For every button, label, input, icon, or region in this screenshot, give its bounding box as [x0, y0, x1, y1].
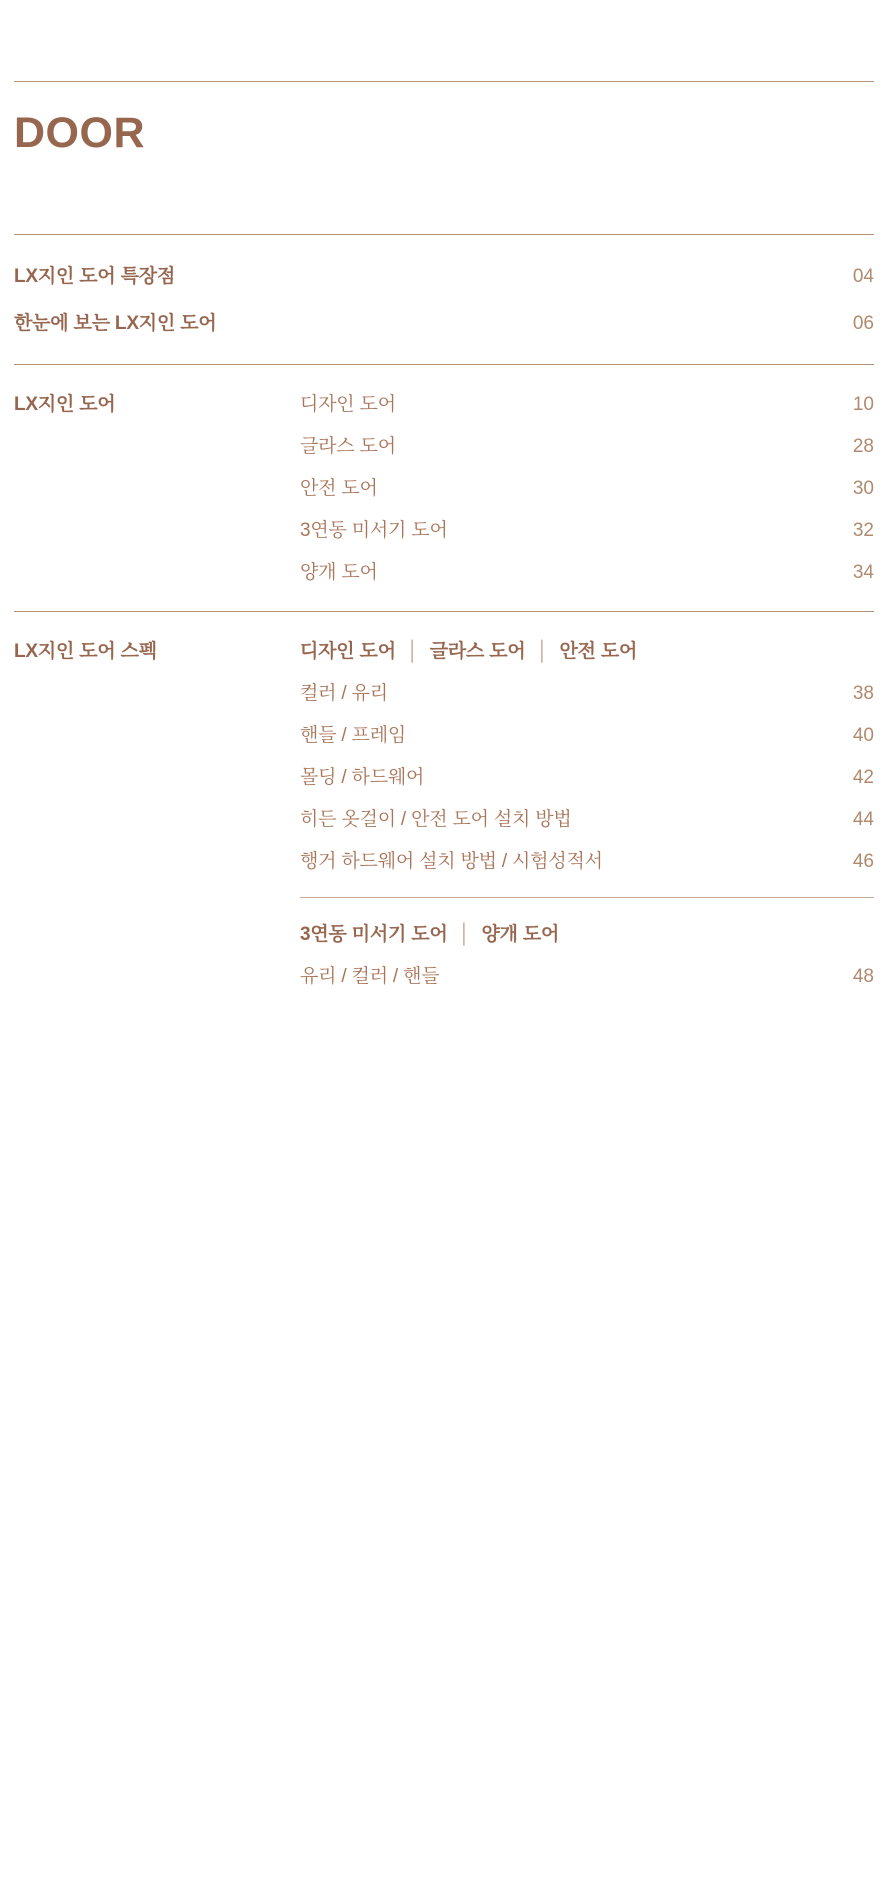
- list-item[interactable]: [300, 557, 874, 584]
- toc-entry-name: 몰딩 / 하드웨어: [300, 767, 425, 789]
- toc-entry-page: 32: [852, 520, 874, 542]
- list-item[interactable]: [300, 473, 874, 500]
- subheading-part: 글라스 도어: [429, 641, 526, 663]
- toc-entry-page: 30: [852, 478, 874, 500]
- subheading-part: 양개 도어: [481, 924, 560, 946]
- toc-page-features: 04: [852, 266, 874, 288]
- toc-entry-page: 28: [852, 436, 874, 458]
- toc-entry-page: 46: [852, 851, 874, 873]
- toc-subheading-design-glass-safety: [300, 636, 874, 663]
- list-item[interactable]: [300, 389, 874, 416]
- subheading-part: 안전 도어: [559, 641, 638, 663]
- toc-page: [0, 81, 888, 1881]
- list-item[interactable]: [300, 846, 874, 873]
- list-item[interactable]: [300, 678, 874, 705]
- list-item[interactable]: [300, 720, 874, 747]
- list-item[interactable]: [300, 515, 874, 542]
- toc-entry-name: 디자인 도어: [300, 394, 396, 416]
- toc-row-features[interactable]: [14, 261, 874, 288]
- toc-entry-page: 10: [852, 394, 874, 416]
- toc-label-features: LX지인 도어 특장점: [14, 266, 176, 288]
- toc-group-entries-specs: [300, 612, 874, 988]
- top-divider: [14, 81, 874, 82]
- toc-row-overview[interactable]: [14, 308, 874, 335]
- section-divider-1: [14, 234, 874, 235]
- toc-entry-name: 행거 하드웨어 설치 방법 / 시험성적서: [300, 851, 603, 873]
- toc-entry-page: 34: [852, 562, 874, 584]
- list-item[interactable]: [300, 804, 874, 831]
- toc-entry-name: 히든 옷걸이 / 안전 도어 설치 방법: [300, 809, 572, 831]
- subheading-separator: │: [536, 641, 549, 663]
- toc-entry-page: 40: [852, 725, 874, 747]
- toc-entry-name: 핸들 / 프레임: [300, 725, 407, 747]
- toc-group-specs: [14, 612, 874, 988]
- list-item[interactable]: [300, 762, 874, 789]
- subheading-part: 디자인 도어: [300, 641, 396, 663]
- list-item[interactable]: [300, 961, 874, 988]
- toc-entry-page: 48: [852, 966, 874, 988]
- toc-entry-page: 42: [852, 767, 874, 789]
- toc-group-doors: [14, 365, 874, 584]
- subheading-part: 3연동 미서기 도어: [300, 924, 448, 946]
- toc-subheading-sliding-double: [300, 919, 874, 946]
- toc-entry-name: 컬러 / 유리: [300, 683, 388, 705]
- toc-entry-name: 3연동 미서기 도어: [300, 520, 448, 542]
- spacer: [300, 898, 874, 919]
- list-item[interactable]: [300, 431, 874, 458]
- toc-entry-page: 44: [852, 809, 874, 831]
- toc-entry-name: 글라스 도어: [300, 436, 396, 458]
- toc-page-overview: 06: [852, 313, 874, 335]
- toc-entry-page: 38: [852, 683, 874, 705]
- page-title: DOOR: [14, 109, 145, 157]
- toc-entry-name: 양개 도어: [300, 562, 378, 584]
- toc-group-entries-doors: [300, 365, 874, 584]
- toc-label-overview: 한눈에 보는 LX지인 도어: [14, 313, 217, 335]
- subheading-separator: │: [406, 641, 419, 663]
- toc-entry-name: 안전 도어: [300, 478, 378, 500]
- toc-group-heading-doors: LX지인 도어: [14, 394, 116, 416]
- subheading-separator: │: [458, 924, 471, 946]
- toc-entry-name: 유리 / 컬러 / 핸들: [300, 966, 440, 988]
- toc-group-heading-specs: LX지인 도어 스펙: [14, 641, 157, 663]
